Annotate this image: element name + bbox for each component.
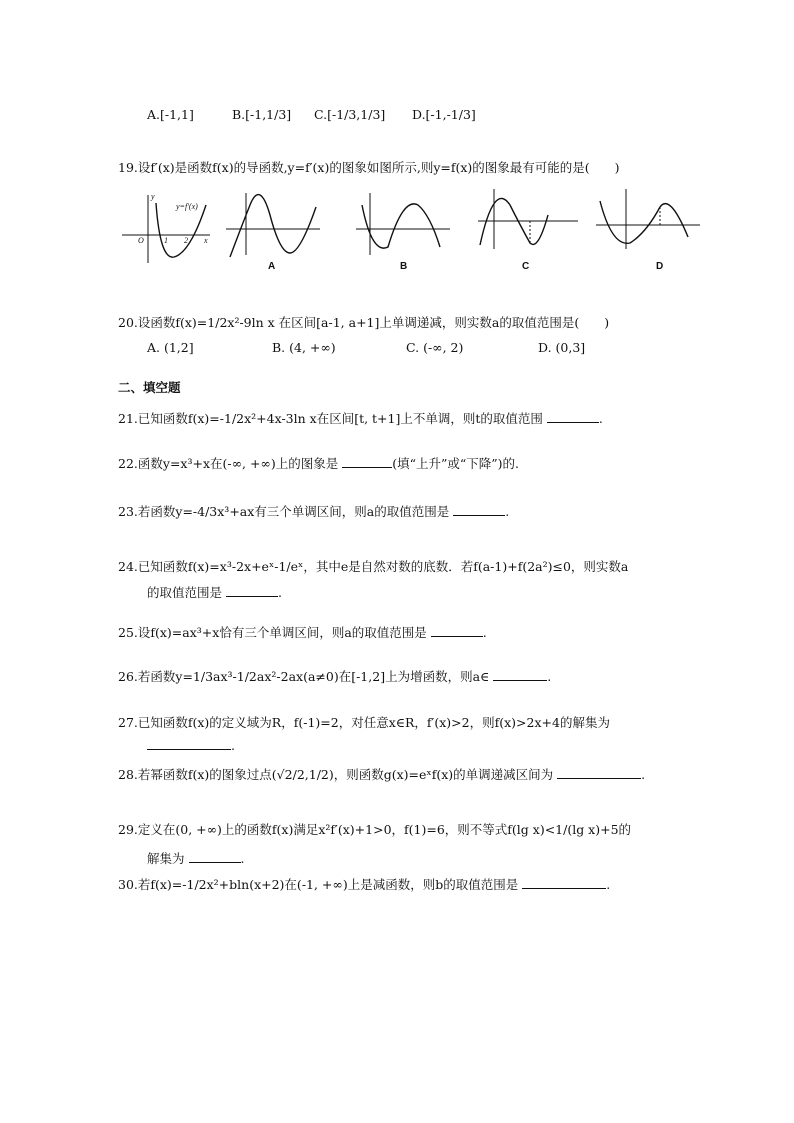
graph-label-d: D [656, 261, 664, 272]
q23-stem: 23.若函数y=-4/3x³+ax有三个单调区间，则a的取值范围是 [118, 504, 450, 519]
q27-blank [147, 737, 231, 750]
q18-option-c: C.[-1/3,1/3] [314, 107, 386, 122]
q20-option-c: C. (-∞, 2) [406, 340, 464, 355]
q29-blank [189, 850, 241, 863]
q26-text: 26.若函数y=1/3ax³-1/2ax²-2ax(a≠0)在[-1,2]上为增函数，则a∈ . [118, 669, 552, 684]
q26-stem: 26.若函数y=1/3ax³-1/2ax²-2ax(a≠0)在[-1,2]上为增函数，则a∈ [118, 669, 490, 684]
q23-text: 23.若函数y=-4/3x³+ax有三个单调区间，则a的取值范围是 . [118, 504, 510, 519]
q22-blank [342, 455, 392, 468]
origin-label: O [138, 236, 144, 245]
q24-blank [226, 584, 278, 597]
axis-y-label: y [151, 192, 155, 201]
q26-blank [493, 668, 547, 681]
axis-x-label: x [204, 236, 208, 245]
q18-option-d: D.[-1,-1/3] [412, 107, 476, 122]
q25-text: 25.设f(x)=ax³+x恰有三个单调区间，则a的取值范围是 . [118, 625, 487, 640]
q20-option-b: B. (4, +∞) [272, 340, 336, 355]
q23-blank [453, 503, 505, 516]
q25-blank [431, 624, 483, 637]
tick-1-label: 1 [164, 236, 168, 245]
graph-label-b: B [400, 261, 408, 272]
q20-option-a: A. (1,2] [147, 340, 194, 355]
q27-text: 27.已知函数f(x)的定义域为R，f(-1)=2，对任意x∈R，f′(x)>2，则f(x)>2x+4的解集为 [118, 715, 610, 730]
q28-text: 28.若幂函数f(x)的图象过点(√2/2,1/2)，则函数g(x)=eˣf(x)的单调递减区间为 . [118, 767, 646, 782]
q24-text: 24.已知函数f(x)=x³-2x+eˣ-1/eˣ，其中e是自然对数的底数．若f(a-1)+f(2a²)≤0，则实数a [118, 559, 629, 574]
graph-label-a: A [268, 261, 276, 272]
q19-graphs [118, 185, 708, 275]
q22-tail: (填“上升”或“下降”)的. [392, 456, 520, 471]
q28-stem: 28.若幂函数f(x)的图象过点(√2/2,1/2)，则函数g(x)=eˣf(x)的单调递减区间为 [118, 767, 554, 782]
tick-2-label: 2 [184, 236, 188, 245]
q20-text: 20.设函数f(x)=1/2x²-9ln x 在区间[a-1, a+1]上单调递减，则实数a的取值范围是( ) [118, 315, 610, 330]
q20-option-d: D. (0,3] [538, 340, 586, 355]
q22-text [118, 455, 519, 472]
q19-text: 19.设f′(x)是函数f(x)的导函数,y=f′(x)的图象如图所示,则y=f(x)的图象最有可能的是( ) [118, 160, 620, 175]
section-title: 二、填空题 [118, 380, 181, 395]
q29-text-cont: 解集为 . [147, 851, 245, 866]
q18-option-b: B.[-1,1/3] [232, 107, 292, 122]
q28-blank [557, 766, 641, 779]
q29-text: 29.定义在(0, +∞)上的函数f(x)满足x²f′(x)+1>0，f(1)=6，则不等式f(lg x)<1/(lg x)+5的 [118, 822, 632, 837]
q30-blank [522, 876, 606, 889]
q27-text-cont: . [147, 737, 235, 754]
derivative-label: y=f′(x) [176, 202, 198, 211]
q29-stem-cont: 解集为 [147, 851, 185, 866]
q24-text-cont: 的取值范围是 . [147, 585, 282, 600]
q18-option-a: A.[-1,1] [147, 107, 194, 122]
q24-stem-cont: 的取值范围是 [147, 585, 223, 600]
q22-stem: 22.函数y=x³+x在(-∞, +∞)上的图象是 [118, 456, 339, 471]
q25-stem: 25.设f(x)=ax³+x恰有三个单调区间，则a的取值范围是 [118, 625, 427, 640]
q21-stem: 21.已知函数f(x)=-1/2x²+4x-3ln x在区间[t, t+1]上不单调，则t的取值范围 [118, 411, 543, 426]
q21-blank [547, 410, 599, 423]
q30-text: 30.若f(x)=-1/2x²+bln(x+2)在(-1, +∞)上是减函数，则b的取值范围是 . [118, 877, 611, 892]
graph-label-c: C [522, 261, 530, 272]
q30-stem: 30.若f(x)=-1/2x²+bln(x+2)在(-1, +∞)上是减函数，则b的取值范围是 [118, 877, 519, 892]
q21-text: 21.已知函数f(x)=-1/2x²+4x-3ln x在区间[t, t+1]上不单调，则t的取值范围 . [118, 411, 603, 426]
